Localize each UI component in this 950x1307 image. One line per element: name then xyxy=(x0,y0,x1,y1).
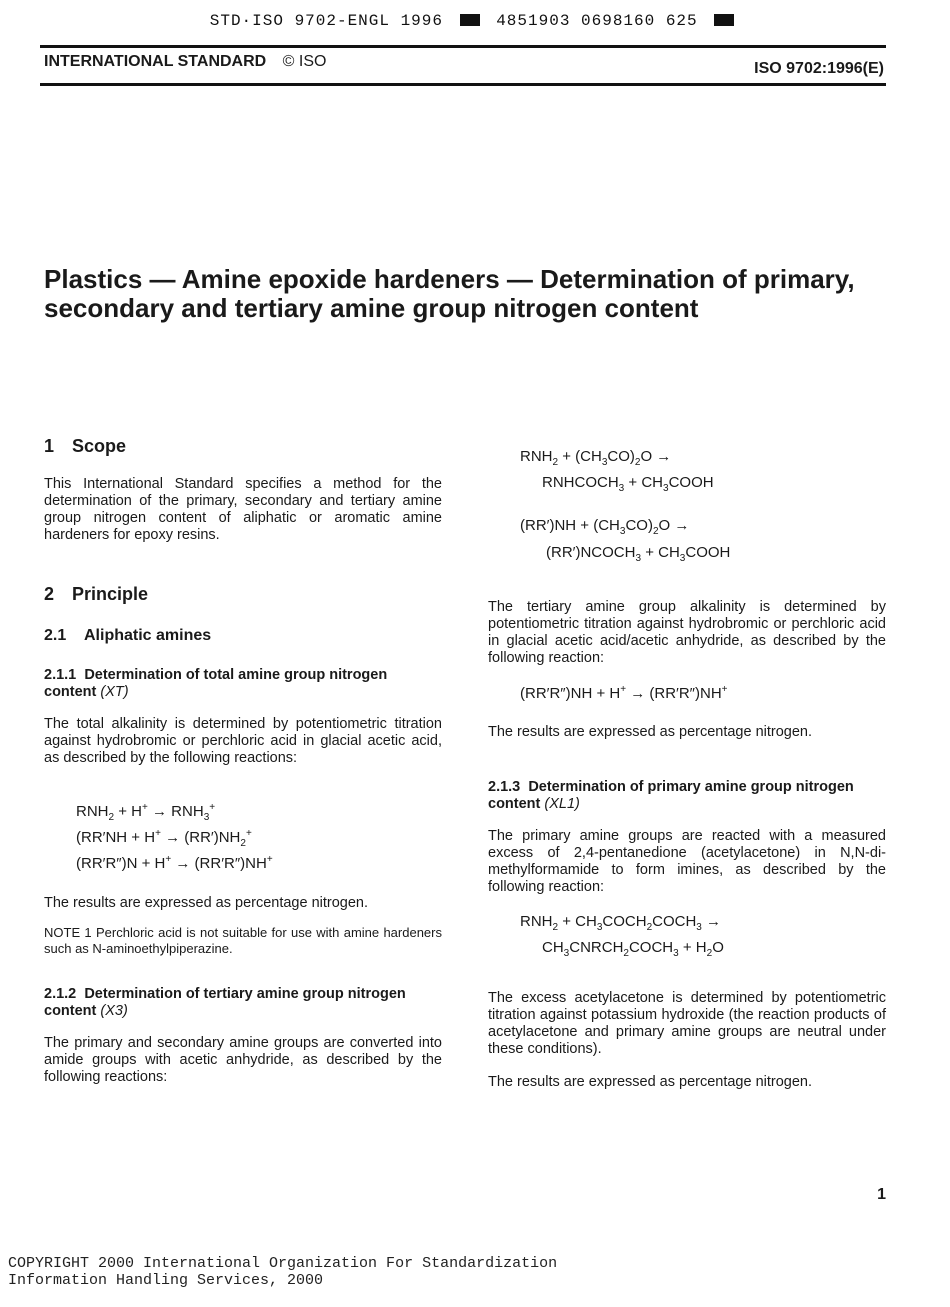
section-title: Determination of total amine group nitrogen content xyxy=(44,667,388,700)
results-text-1: The results are expressed as percentage nitrogen. xyxy=(44,895,369,911)
section-title: Determination of primary amine group nitrogen content xyxy=(488,779,854,812)
reaction-tertiary: (RR′R″)NH + H+ → (RR′R″)NH+ xyxy=(520,684,728,702)
variable-symbol: (XL1) xyxy=(544,796,580,812)
reaction-secondary-acetylation-product: $(RR')NCOCH_3$ + $CH_3COOH$ xyxy=(546,544,731,564)
note-1: NOTE 1 Perchloric acid is not suitable for use with amine hardeners such as N-aminoethylpiperazine. xyxy=(44,925,442,956)
fax-header-part1: STD·ISO 9702-ENGL 1996 xyxy=(209,12,443,30)
header-standard-number: ISO 9702:1996(E) xyxy=(754,60,884,77)
reaction-primary-protonation: $RNH_2 + H^+ \to RNH_3^+$ xyxy=(76,802,216,823)
section-number: 2.1.2 xyxy=(44,986,77,1002)
variable-symbol: (X3) xyxy=(100,1003,128,1019)
section-number: 2 xyxy=(44,584,55,604)
header-rule-bottom xyxy=(40,83,886,86)
reaction-imine-formation: $RNH_2$ + $CH_3COCH_2COCH_3$ → xyxy=(520,913,722,933)
tertiary-alkalinity-text: The tertiary amine group alkalinity is determined by potentiometric titration against hydrobromic or perchloric acid in glacial acetic acid/acetic anhydride, as described by the following reaction: xyxy=(488,599,886,666)
section-2-1-2-heading xyxy=(44,986,442,1020)
tertiary-amine-text: The primary and secondary amine groups are converted into amide groups with acetic anhydride, as described by the following reactions: xyxy=(44,1035,442,1085)
reaction-secondary-protonation: ($RR'NH + H^+ \to (RR')NH_2^+$ xyxy=(76,828,252,849)
excess-acetylacetone-text: The excess acetylacetone is determined by potentiometric titration against potassium hydroxide (the reaction products of acetylacetone and primary amine groups are neutral under these conditions). xyxy=(488,990,886,1057)
variable-symbol: (XT) xyxy=(100,684,129,700)
reaction-secondary-acetylation: $(RR')NH + (CH_3CO)_2O$ → xyxy=(520,517,690,537)
reaction-tertiary-protonation: (RR′R″)N + H+ → (RR′R″)NH+ xyxy=(76,854,273,872)
header-standard-label: INTERNATIONAL STANDARD xyxy=(44,53,267,70)
section-title: Determination of tertiary amine group nitrogen content xyxy=(44,986,406,1019)
section-2-heading xyxy=(44,584,148,605)
scope-text: This International Standard specifies a method for the determination of the primary, secondary and tertiary amine group nitrogen content of aliphatic or aromatic amine hardeners for epoxy resins. xyxy=(44,476,442,543)
section-number: 1 xyxy=(44,436,55,456)
copyright-footer xyxy=(8,1255,557,1289)
reaction-primary-acetylation-product: $RNHCOCH_3$ + $CH_3COOH$ xyxy=(542,474,714,494)
section-title: Aliphatic amines xyxy=(84,627,212,644)
copyright-line-2: Information Handling Services, 2000 xyxy=(8,1272,324,1289)
copyright-line-1: COPYRIGHT 2000 International Organization For Standardization xyxy=(8,1255,558,1272)
black-block-icon xyxy=(460,14,480,26)
section-number: 2.1 xyxy=(44,627,67,644)
results-text-2: The results are expressed as percentage nitrogen. xyxy=(488,724,813,740)
document-title: Plastics — Amine epoxide hardeners — Determination of primary, secondary and tertiary amine group nitrogen content xyxy=(44,264,855,323)
reaction-imine-product: $CH_3CNRCH_2COCH_3 + H_2O$ xyxy=(542,939,724,959)
section-2-1-3-heading xyxy=(488,779,886,813)
section-title: Scope xyxy=(72,436,127,456)
section-title: Principle xyxy=(72,584,149,604)
header-copyright: © ISO xyxy=(282,53,327,70)
reaction-primary-acetylation: $RNH_2 + (CH_3CO)_2O$ → xyxy=(520,448,672,468)
section-number: 2.1.3 xyxy=(488,779,521,795)
section-number: 2.1.1 xyxy=(44,667,77,683)
header-left xyxy=(44,53,326,71)
section-2-1-1-heading xyxy=(44,667,442,701)
black-block-icon xyxy=(714,14,734,26)
primary-amine-text: The primary amine groups are reacted with a measured excess of 2,4-pentanedione (acetylacetone) in N,N-di-methylformamide to form imines, as described by the following reaction: xyxy=(488,828,886,895)
fax-header-part2: 4851903 0698160 625 xyxy=(496,12,698,30)
page-number: 1 xyxy=(877,1186,886,1203)
fax-header xyxy=(0,12,950,30)
total-amine-text: The total alkalinity is determined by potentiometric titration against hydrobromic or perchloric acid in glacial acetic acid, as described by the following reactions: xyxy=(44,716,442,766)
section-1-heading xyxy=(44,436,126,457)
results-text-3: The results are expressed as percentage nitrogen. xyxy=(488,1074,813,1090)
section-2-1-heading xyxy=(44,627,211,645)
header-rule-top xyxy=(40,45,886,48)
